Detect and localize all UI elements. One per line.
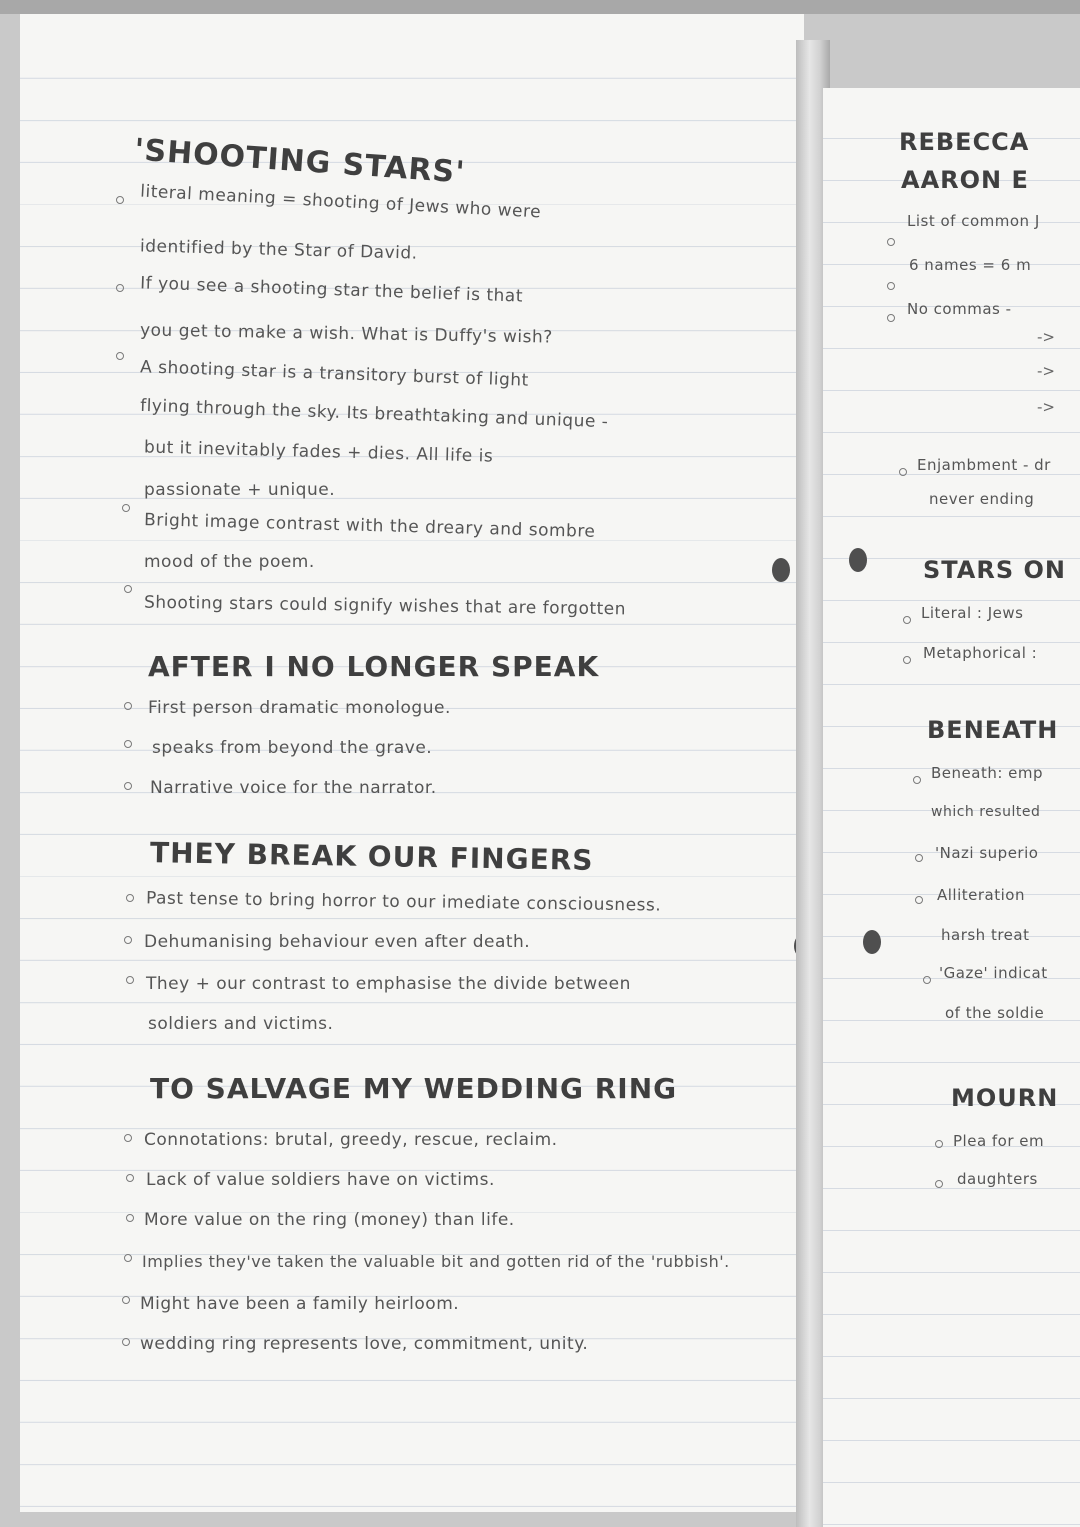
background-top-edge: [0, 0, 1080, 14]
heading-they-break-our-fingers: THEY BREAK OUR FINGERS: [149, 836, 594, 877]
bullet: [124, 1134, 132, 1142]
heading-rebecca: REBECCA: [899, 128, 1030, 156]
note-line: harsh treat: [941, 926, 1030, 944]
bullet: [124, 936, 132, 944]
heading-to-salvage-my-wedding-ring: TO SALVAGE MY WEDDING RING: [150, 1072, 678, 1105]
bullet: [126, 976, 134, 984]
note-line: never ending: [929, 490, 1035, 508]
note-line: 'Nazi superio: [935, 844, 1039, 862]
bullet: [116, 196, 124, 204]
bullet: [903, 616, 911, 624]
bullet: [124, 1254, 132, 1262]
note-line: Beneath: emp: [931, 764, 1044, 782]
bullet: [887, 282, 895, 290]
note-line: Past tense to bring horror to our imediate consciousness.: [145, 888, 662, 916]
note-line: which resulted: [931, 804, 1041, 820]
bullet: [122, 1338, 130, 1346]
heading-stars-on: STARS ON: [923, 556, 1066, 584]
note-line: Alliteration: [937, 886, 1025, 904]
note-line: soldiers and victims.: [148, 1014, 334, 1034]
bullet: [923, 976, 931, 984]
bullet: [122, 504, 130, 512]
note-line: Shooting stars could signify wishes that are forgotten: [143, 592, 627, 620]
note-line: If you see a shooting star the belief is that: [139, 273, 524, 307]
note-line: No commas -: [907, 300, 1012, 318]
note-line: literal meaning = shooting of Jews who were: [139, 181, 542, 223]
note-line: you get to make a wish. What is Duffy's wish?: [139, 320, 553, 348]
notebook-page-right: [823, 88, 1080, 1527]
bullet: [126, 894, 134, 902]
note-line: but it inevitably fades + dies. All life is: [143, 437, 494, 467]
note-line: Metaphorical :: [923, 644, 1038, 662]
note-line: Implies they've taken the valuable bit and gotten rid of the 'rubbish'.: [142, 1252, 730, 1271]
note-line: Connotations: brutal, greedy, rescue, reclaim.: [144, 1130, 558, 1150]
note-line: Enjambment - dr: [917, 456, 1051, 474]
bullet: [903, 656, 911, 664]
bullet: [913, 776, 921, 784]
bullet: [899, 468, 907, 476]
note-line: daughters: [957, 1170, 1038, 1188]
binder-hole: [863, 930, 881, 954]
bullet: [935, 1140, 943, 1148]
note-line: Lack of value soldiers have on victims.: [146, 1170, 495, 1190]
notebook-page-left: [20, 14, 804, 1512]
bullet: [915, 896, 923, 904]
bullet: [122, 1296, 130, 1304]
note-line: Might have been a family heirloom.: [140, 1294, 460, 1314]
note-line: passionate + unique.: [144, 480, 336, 500]
heading-aaron: AARON E: [901, 166, 1029, 194]
note-line: identified by the Star of David.: [139, 236, 418, 264]
note-line: Bright image contrast with the dreary and sombre: [143, 510, 596, 542]
bullet: [124, 585, 132, 593]
note-line: Plea for em: [953, 1132, 1045, 1150]
heading-mourn: MOURN: [951, 1084, 1059, 1112]
bullet: [116, 352, 124, 360]
bullet: [887, 314, 895, 322]
bullet: [126, 1214, 134, 1222]
bullet: [935, 1180, 943, 1188]
bullet: [915, 854, 923, 862]
binder-hole: [849, 548, 867, 572]
note-line: Literal : Jews: [921, 604, 1024, 622]
note-line: 6 names = 6 m: [909, 256, 1032, 274]
note-line: flying through the sky. Its breathtaking and unique -: [139, 395, 609, 433]
note-line: List of common J: [907, 212, 1040, 230]
bullet: [887, 238, 895, 246]
arrow: ->: [1037, 328, 1055, 346]
binder-hole: [772, 558, 790, 582]
arrow: ->: [1037, 398, 1055, 416]
note-line: mood of the poem.: [144, 552, 315, 572]
heading-after-i-no-longer-speak: AFTER I NO LONGER SPEAK: [148, 650, 600, 683]
bullet: [124, 702, 132, 710]
note-line: Narrative voice for the narrator.: [150, 778, 437, 798]
note-line: They + our contrast to emphasise the divide between: [146, 974, 631, 994]
note-line: 'Gaze' indicat: [939, 964, 1048, 982]
bullet: [124, 740, 132, 748]
bullet: [124, 782, 132, 790]
bullet: [126, 1174, 134, 1182]
heading-beneath: BENEATH: [927, 716, 1059, 744]
heading-shooting-stars: 'SHOOTING STARS': [133, 132, 467, 191]
note-line: More value on the ring (money) than life.: [144, 1210, 515, 1230]
bullet: [116, 284, 124, 292]
note-line: wedding ring represents love, commitment, unity.: [140, 1334, 589, 1354]
note-line: Dehumanising behaviour even after death.: [144, 932, 531, 952]
note-line: First person dramatic monologue.: [148, 698, 451, 718]
note-line: speaks from beyond the grave.: [152, 738, 433, 758]
note-line: A shooting star is a transitory burst of light: [139, 357, 530, 391]
arrow: ->: [1037, 362, 1055, 380]
note-line: of the soldie: [945, 1004, 1045, 1022]
